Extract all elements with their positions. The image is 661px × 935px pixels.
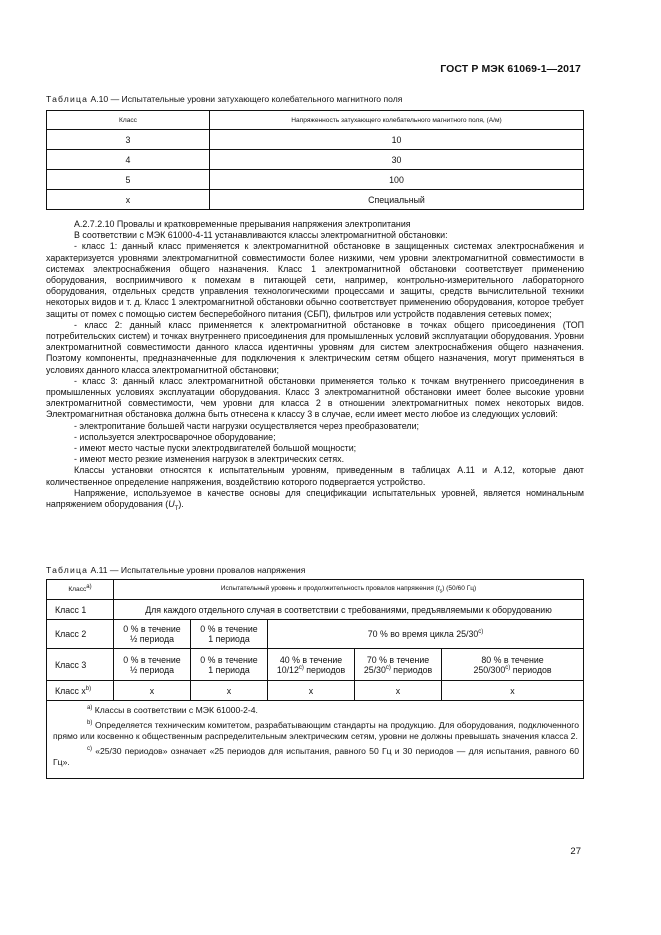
footnote-b: $^{b)}$ Определяется техническим комитетом, разрабатывающим стандарты на продукцию. Для оборудования, подключенного прямо или косвенно к общественным распределительным электрическим сетям, уровни не должны превышать значения класса 2. bbox=[53, 719, 579, 741]
table-a10-header-field: Напряженность затухающего колебательного магнитного поля, (А/м) bbox=[210, 111, 584, 130]
paragraph: Классы установки относятся к испытательным уровням, приведенным в таблицах А.11 и А.12, которые дают количественное определение напряжения, воздействию которого подвергается устройство. bbox=[46, 465, 584, 487]
footnote-a: $^{a)}$ Классы в соответствии с МЭК 61000-2-4. bbox=[87, 705, 258, 715]
table-row bbox=[47, 130, 584, 150]
table-cell: 0 % в течение ½ периода bbox=[114, 620, 191, 649]
table-cell: 30 bbox=[210, 150, 584, 170]
table-cell: x bbox=[47, 190, 210, 210]
list-item: - имеют место частые пуски электродвигателей большой мощности; bbox=[74, 443, 357, 454]
table-row bbox=[47, 190, 584, 210]
table-cell: 10 bbox=[210, 130, 584, 150]
table-row bbox=[47, 170, 584, 190]
table-cell: 5 bbox=[47, 170, 210, 190]
body-text bbox=[46, 219, 584, 515]
table-cell: 70 % в течение 25/30$^{c)}$ периодов bbox=[355, 649, 442, 681]
table-a10-header-class: Класс bbox=[47, 111, 210, 130]
paragraph: - класс 1: данный класс применяется к электромагнитной обстановке в защищенных системах электроснабжения и характеризуется уровнями электромагнитной совместимости более низкими, чем уровни электромагнитной совместимости в системах электроснабжения общего назначения. Класс 1 электромагнитной обстановки соответствует применению оборудования, восприимчивого к помехам в питающей сети, например, контрольно-измерительного лабораторного оборудования, отдельных средств управления технологическими процессами и защиты, средств вычислительной техники некоторых видов и т. д. Класс 1 электромагнитной обстановки обычно соответствует применению оборудования, которое требует защиты от помех с помощью систем бесперебойного питания (СБП), фильтров или устройств подавления сетевых помех; bbox=[46, 241, 584, 319]
table-row bbox=[47, 150, 584, 170]
row-label: Класс $x^{b)}$ bbox=[47, 681, 114, 701]
table-a11-caption: Таблица А.11 — Испытательные уровни провалов напряжения bbox=[46, 565, 306, 575]
row-label: Класс 2 bbox=[47, 620, 114, 649]
list-item: - электропитание большей части нагрузки осуществляется через преобразователи; bbox=[74, 420, 419, 431]
table-cell: 70 % во время цикла 25/30$^{c)}$ bbox=[268, 620, 584, 649]
standard-header: ГОСТ Р МЭК 61069-1—2017 bbox=[440, 63, 581, 75]
table-cell: 0 % в течение 1 периода bbox=[191, 620, 268, 649]
table-a10 bbox=[46, 110, 584, 210]
table-a11 bbox=[46, 579, 584, 779]
paragraph: - класс 2: данный класс применяется к электромагнитной обстановке в точках общего присоединения (ТОП потребительских систем) и точках внутреннего присоединения для промышленных условий эксплуатации оборудования. Уровни электромагнитной совместимости данного класса идентичны уровням для систем электроснабжения общего назначения. Поэтому компоненты, предназначенные для подключения к электрическим сетям общего назначения, могут применяться в условиях данного класса электромагнитной обстановки; bbox=[46, 319, 584, 375]
paragraph: - класс 3: данный класс электромагнитной обстановки применяется только к точкам внутреннего присоединения в промышленных условиях эксплуатации оборудования. Класс 3 электромагнитной обстановки имеет более высокие уровни электромагнитной совместимости, чем уровни для класса 2 в отношении электромагнитных помех некоторых видов. Электромагнитная обстановка должна быть отнесена к классу 3 в случае, если имеет место любое из следующих условий: bbox=[46, 375, 584, 420]
paragraph: В соответствии с МЭК 61000-4-11 устанавливаются классы электромагнитной обстановки: bbox=[74, 230, 448, 241]
table-cell: 100 bbox=[210, 170, 584, 190]
list-item: - используется электросварочное оборудование; bbox=[74, 431, 276, 442]
section-heading: А.2.7.2.10 Провалы и кратковременные прерывания напряжения электропитания bbox=[74, 219, 411, 229]
table-cell: 0 % в течение ½ периода bbox=[114, 649, 191, 681]
table-a10-caption: Таблица А.10 — Испытательные уровни затухающего колебательного магнитного поля bbox=[46, 94, 403, 104]
table-row bbox=[47, 620, 584, 649]
table-cell: x bbox=[114, 681, 191, 701]
table-cell: x bbox=[191, 681, 268, 701]
table-a11-header-level: Испытательный уровень и продолжительность провалов напряжения $(t_s)$ (50/60 Гц) bbox=[114, 580, 584, 600]
table-cell: x bbox=[268, 681, 355, 701]
list-item: - имеют место резкие изменения нагрузок в электрических сетях. bbox=[74, 454, 345, 465]
table-row bbox=[47, 600, 584, 620]
row-label: Класс 1 bbox=[47, 600, 114, 620]
table-footnotes bbox=[47, 701, 584, 779]
table-cell: x bbox=[442, 681, 584, 701]
table-cell: 3 bbox=[47, 130, 210, 150]
paragraph: Напряжение, используемое в качестве основы для спецификации испытательных уровней, является номинальным напряжением оборудования $(U_T)$. bbox=[46, 487, 584, 512]
table-cell: Специальный bbox=[210, 190, 584, 210]
table-cell: 80 % в течение 250/300$^{c)}$ периодов bbox=[442, 649, 584, 681]
table-cell: 0 % в течение 1 периода bbox=[191, 649, 268, 681]
table-a11-header-class: Класс$^{a)}$ bbox=[47, 580, 114, 600]
footnote-c: $^{c)}$ «25/30 периодов» означает «25 периодов для испытания, равного 50 Гц и 30 периодов — для испытания, равного 60 Гц». bbox=[53, 745, 579, 767]
table-cell: Для каждого отдельного случая в соответствии с требованиями, предъявляемыми к оборудованию bbox=[114, 600, 584, 620]
table-cell: 40 % в течение 10/12$^{c)}$ периодов bbox=[268, 649, 355, 681]
table-row bbox=[47, 649, 584, 681]
row-label: Класс 3 bbox=[47, 649, 114, 681]
table-cell: 4 bbox=[47, 150, 210, 170]
page-number: 27 bbox=[570, 846, 581, 857]
table-row bbox=[47, 681, 584, 701]
table-cell: x bbox=[355, 681, 442, 701]
